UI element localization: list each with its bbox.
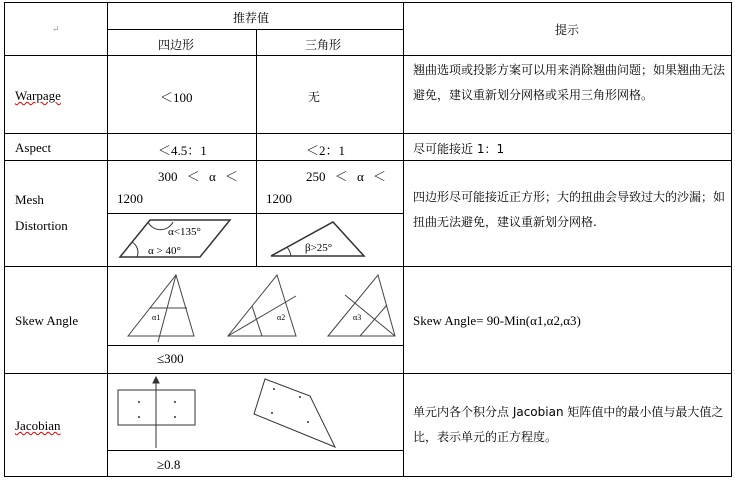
- skew-label: Skew Angle: [15, 313, 79, 328]
- mesh-tri-line1: 250 ＜ α ＜: [306, 169, 387, 184]
- skew-triangles-figure: [120, 270, 405, 345]
- aspect-label: Aspect: [15, 140, 52, 155]
- warpage-hint: 翘曲选项或投影方案可以用来消除翘曲问题；如果翘曲无法避免，建议重新划分网格或采用三角形网格。: [413, 63, 726, 102]
- mesh-quad-line1: 300 ＜ α ＜: [158, 169, 239, 184]
- aspect-quad-value: ＜4.5：1: [158, 143, 207, 158]
- jacobian-elements-figure: [112, 376, 342, 450]
- hint-header: 提示: [555, 23, 580, 37]
- warpage-label: Warpage: [15, 88, 61, 103]
- warpage-tri-cell: [256, 55, 404, 134]
- skew-value: ≤300: [157, 351, 184, 366]
- mesh-label-1: Mesh: [15, 192, 44, 207]
- warpage-quad-value: ＜100: [160, 90, 193, 105]
- quad-angle-max: α<135°: [168, 226, 201, 238]
- aspect-tri-value: ＜2：1: [306, 143, 346, 158]
- triangle-figure: [268, 217, 378, 265]
- alpha2-label: α2: [277, 313, 286, 322]
- alpha1-label: α1: [152, 313, 161, 322]
- skew-hint: Skew Angle= 90-Min(α1,α2,α3): [413, 313, 581, 328]
- mesh-hint: 四边形尽可能接近正方形；大的扭曲会导致过大的沙漏；如扭曲无法避免，建议重新划分网格.: [413, 190, 726, 229]
- parallelogram-figure: [115, 217, 255, 265]
- jacobian-hint: 单元内各个积分点 Jacobian 矩阵值中的最小值与最大值之比，表示单元的正方程度。: [413, 405, 724, 444]
- mesh-tri-line2: 1200: [266, 191, 292, 206]
- mesh-label-2: Distortion: [15, 218, 68, 233]
- quad-header: 四边形: [158, 38, 195, 52]
- tri-angle-min: β>25°: [305, 242, 333, 254]
- quad-angle-min: α > 40°: [148, 245, 181, 257]
- mesh-quad-line2: 1200: [117, 191, 143, 206]
- aspect-hint: 尽可能接近 1：1: [413, 142, 505, 156]
- jacobian-value-cell: [107, 450, 404, 477]
- recommended-header: 推荐值: [233, 11, 270, 25]
- skew-value-cell: [107, 345, 404, 374]
- tri-header: 三角形: [305, 38, 342, 52]
- empty-mark: ↵: [52, 24, 60, 34]
- jacobian-label: Jacobian: [15, 418, 61, 433]
- jacobian-value: ≥0.8: [157, 457, 181, 472]
- mesh-name-cell: [4, 160, 108, 267]
- alpha3-label: α3: [353, 313, 362, 322]
- warpage-tri-value: 无: [308, 90, 321, 104]
